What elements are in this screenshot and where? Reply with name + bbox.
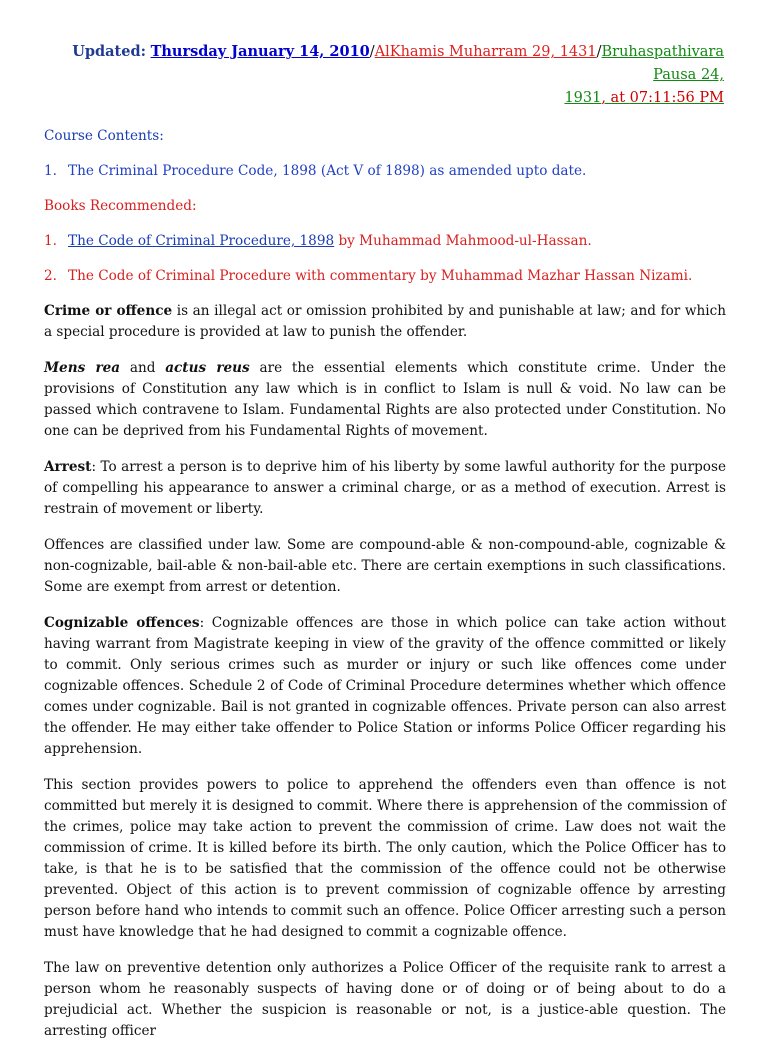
crime-paragraph	[44, 301, 726, 343]
arrest-paragraph	[44, 457, 726, 520]
time-prefix: , at	[601, 90, 630, 106]
book-item	[44, 266, 726, 287]
time-value: 07:11:56 PM	[629, 90, 724, 106]
date-english-link[interactable]: Thursday January 14, 2010	[150, 43, 370, 60]
book-item-number: 1.	[44, 233, 57, 249]
date-indian-part1: Bruhaspathivara Pausa 24,	[601, 44, 724, 83]
book-item	[44, 231, 726, 252]
date-hijri-link[interactable]: AlKhamis Muharram 29, 1431	[374, 44, 597, 60]
updated-label: Updated:	[72, 43, 146, 60]
classification-paragraph: Offences are classified under law. Some are compound-able & non-compound-able, cognizable & non-cognizable, bail-able & non-bail-able etc. There are certain exemptions in such classifications. Some are exempt from arrest or detention.	[44, 537, 726, 595]
cognizable-term: Cognizable offences	[44, 615, 200, 631]
section-paragraph: This section provides powers to police to apprehend the offenders even than offence is not committed but merely it is designed to commit. Where there is apprehension of the commission of the crimes, police may take action to prevent the commission of crime. Law does not wait the commission of crime. It is killed before its birth. The only caution, which the Police Officer has to take, is that he is to be satisfied that the commission of the offence could not be otherwise prevented. Object of this action is to prevent commission of cognizable offence by arresting person before hand who intends to commit such an offence. Police Officer arresting such a person must have knowledge that he had designed to commit a cognizable offence.	[44, 777, 726, 940]
book-title-link[interactable]: The Code of Criminal Procedure, 1898	[68, 233, 335, 249]
separator: /	[596, 44, 602, 60]
date-indian-part2: 1931	[564, 90, 602, 106]
updated-header	[44, 40, 726, 110]
cognizable-paragraph	[44, 613, 726, 760]
mens-rea-text: are the essential elements which constitute crime. Under the provisions of Constitution any law which is in conflict to Islam is null & void. No law can be passed which contravene to Islam. Fundamental Rights are also protected under Constitution. No one can be deprived from his Fundamental Rights of movement.	[44, 360, 726, 439]
actus-reus-term: actus reus	[165, 360, 250, 376]
book-item-author: by Muhammad Mahmood-ul-Hassan.	[334, 233, 592, 249]
mens-rea-paragraph	[44, 358, 726, 442]
arrest-text: : To arrest a person is to deprive him of his liberty by some lawful authority for the purpose of compelling his appearance to answer a criminal charge, or as a method of execution. Arrest is restrain of movement or liberty.	[44, 459, 726, 517]
course-item-number: 1.	[44, 163, 57, 179]
book-item-text: The Code of Criminal Procedure with commentary by Muhammad Mazhar Hassan Nizami.	[68, 268, 693, 284]
crime-text: is an illegal act or omission prohibited by and punishable at law; and for which a special procedure is provided at law to punish the offender.	[44, 303, 726, 340]
course-contents-heading: Course Contents:	[44, 128, 164, 144]
mens-rea-term: Mens rea	[44, 360, 121, 376]
conjunction: and	[120, 360, 166, 376]
course-item-text: The Criminal Procedure Code, 1898 (Act V of 1898) as amended upto date.	[68, 163, 587, 179]
separator: /	[369, 44, 375, 60]
arrest-term: Arrest	[44, 459, 92, 475]
books-recommended-heading: Books Recommended:	[44, 198, 197, 214]
cognizable-text: : Cognizable offences are those in which police can take action without having warrant from Magistrate keeping in view of the gravity of the offence committed or likely to commit. Only serious crimes such as murder or injury or such like offences come under cognizable offences. Schedule 2 of Code of Criminal Procedure determines whether which offence comes under cognizable. Bail is not granted in cognizable offences. Private person can also arrest the offender. He may either take offender to Police Station or informs Police Officer regarding his apprehension.	[44, 615, 726, 757]
preventive-detention-paragraph: The law on preventive detention only authorizes a Police Officer of the requisite rank to arrest a person whom he reasonably suspects of having done or of doing or of being about to do a prejudicial act. Whether the suspicion is reasonable or not, is a justice-able question. The arresting officer	[44, 960, 726, 1039]
course-item	[44, 161, 726, 182]
crime-term: Crime or offence	[44, 303, 173, 319]
book-item-number: 2.	[44, 268, 57, 284]
